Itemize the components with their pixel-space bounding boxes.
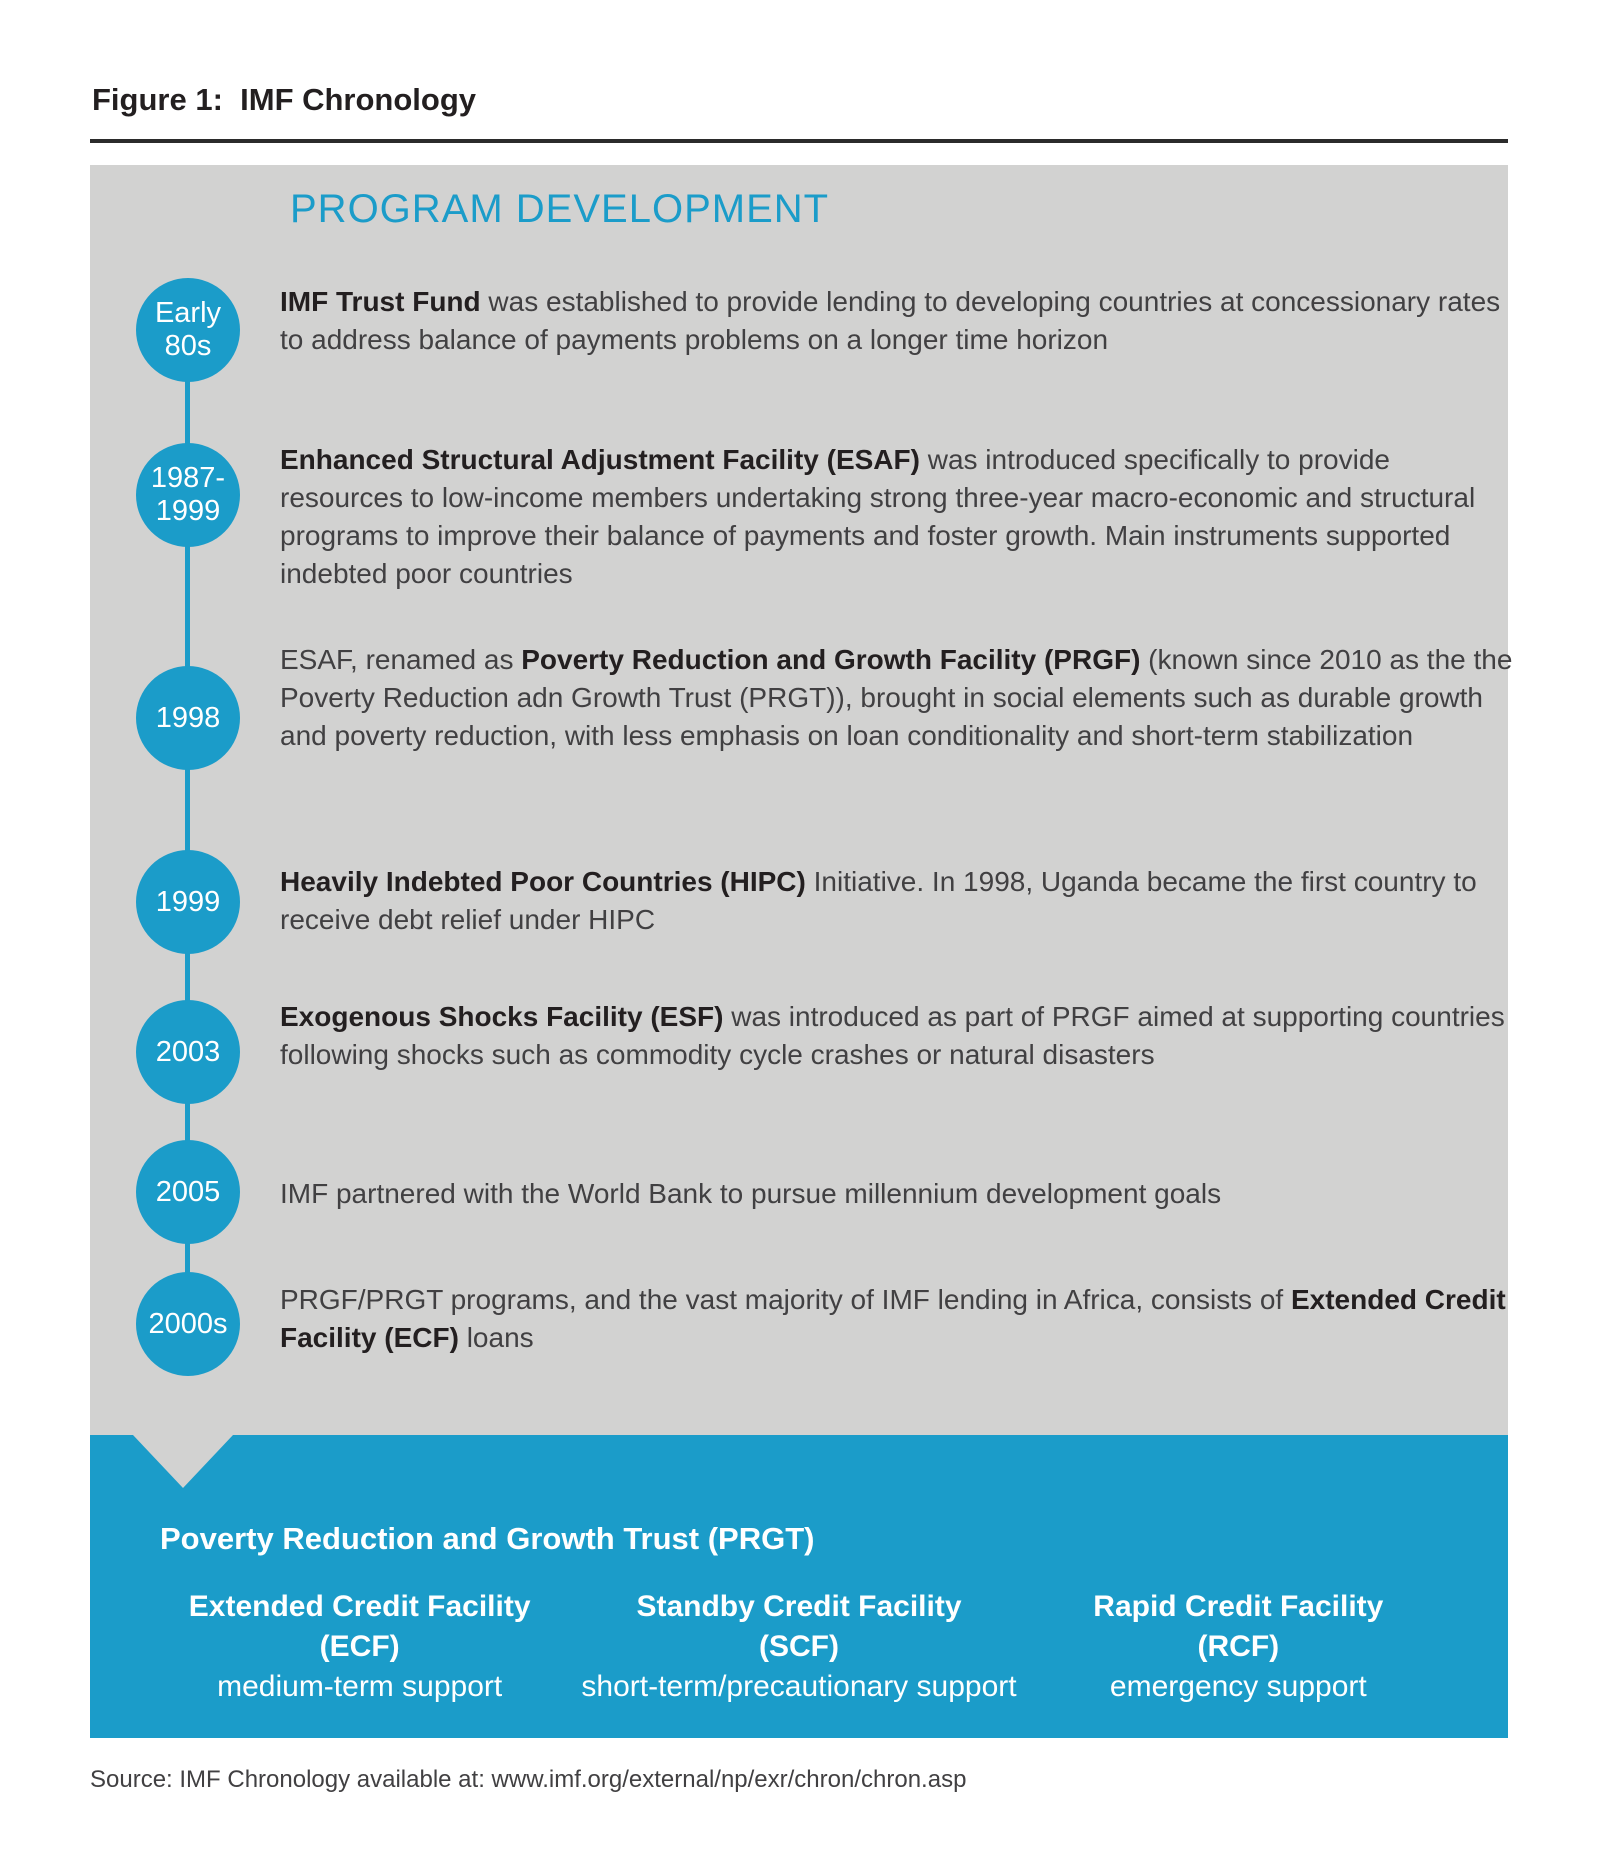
- timeline-text-ecf: PRGF/PRGT programs, and the vast majority of IMF lending in Africa, consists of Extended Credit Facility (ECF) loans: [280, 1284, 1506, 1353]
- timeline-text-imf-trust-fund: IMF Trust Fund was established to provide lending to developing countries at concessionary rates to address balance of payments problems on a longer time horizon: [280, 286, 1501, 355]
- year-label: 2003: [155, 1035, 221, 1068]
- facility-support: short-term/precautionary support: [581, 1670, 1017, 1703]
- source-note: Source: IMF Chronology available at: www.imf.org/external/np/exr/chron/chron.asp: [90, 1766, 967, 1793]
- year-circle-1987-1999: [136, 443, 240, 547]
- year-circle-1999: [136, 850, 240, 954]
- timeline-text-esf: Exogenous Shocks Facility (ESF) was introduced as part of PRGF aimed at supporting countries following shocks such as commodity cycle crashes or natural disasters: [280, 1001, 1505, 1070]
- year-circle-2000s: [136, 1272, 240, 1376]
- title-divider-rule: [90, 139, 1508, 143]
- facility-abbr: (RCF): [1197, 1630, 1280, 1663]
- prgt-panel: [90, 1435, 1508, 1738]
- facility-support: medium-term support: [217, 1670, 503, 1703]
- year-label: 2000s: [148, 1307, 228, 1340]
- figure-title: Figure 1: IMF Chronology: [92, 82, 477, 117]
- timeline-text-prgf: ESAF, renamed as Poverty Reduction and Growth Facility (PRGF) (known since 2010 as the the Poverty Reduction adn Growth Trust (PRGT)), brought in social elements such as durable growth and poverty reduction, with less emphasis on loan conditionality and short-term stabilization: [280, 644, 1513, 751]
- year-label: 80s: [164, 330, 212, 362]
- facility-name: Standby Credit Facility: [636, 1590, 962, 1623]
- year-label: 1987-: [150, 462, 226, 494]
- facility-name: Rapid Credit Facility: [1093, 1590, 1384, 1623]
- facility-support: emergency support: [1109, 1670, 1367, 1703]
- timeline-text-world-bank: IMF partnered with the World Bank to pursue millennium development goals: [280, 1178, 1222, 1209]
- year-label: 1998: [155, 701, 221, 734]
- year-circle-1998: [136, 666, 240, 770]
- timeline-arrow-notch: [133, 1435, 233, 1488]
- facility-abbr: (ECF): [319, 1630, 400, 1663]
- year-label: 1999: [155, 885, 221, 918]
- facility-column-scf: [579, 1587, 1018, 1707]
- timeline-text-hipc: Heavily Indebted Poor Countries (HIPC) Initiative. In 1998, Uganda became the first country to receive debt relief under HIPC: [280, 866, 1477, 935]
- year-label: 1999: [155, 495, 221, 527]
- panel-heading: PROGRAM DEVELOPMENT: [290, 187, 830, 231]
- year-label: Early: [154, 297, 222, 329]
- program-development-panel: [90, 165, 1513, 1435]
- facility-column-rcf: [1019, 1587, 1458, 1707]
- timeline-text-esaf: Enhanced Structural Adjustment Facility (ESAF) was introduced specifically to provide resources to low-income members undertaking strong three-year macro-economic and structural programs to improve their balance of payments and foster growth. Main instruments supported indebted poor countries: [280, 444, 1476, 589]
- year-circle-2003: [136, 1000, 240, 1104]
- prgt-heading: Poverty Reduction and Growth Trust (PRGT): [160, 1521, 815, 1556]
- facility-abbr: (SCF): [759, 1630, 839, 1663]
- facility-name: Extended Credit Facility: [188, 1590, 531, 1623]
- year-label: 2005: [155, 1175, 221, 1208]
- year-circle-early-80s: [136, 278, 240, 382]
- year-circle-2005: [136, 1140, 240, 1244]
- facility-column-ecf: [140, 1587, 579, 1707]
- facility-columns: [90, 1587, 1508, 1707]
